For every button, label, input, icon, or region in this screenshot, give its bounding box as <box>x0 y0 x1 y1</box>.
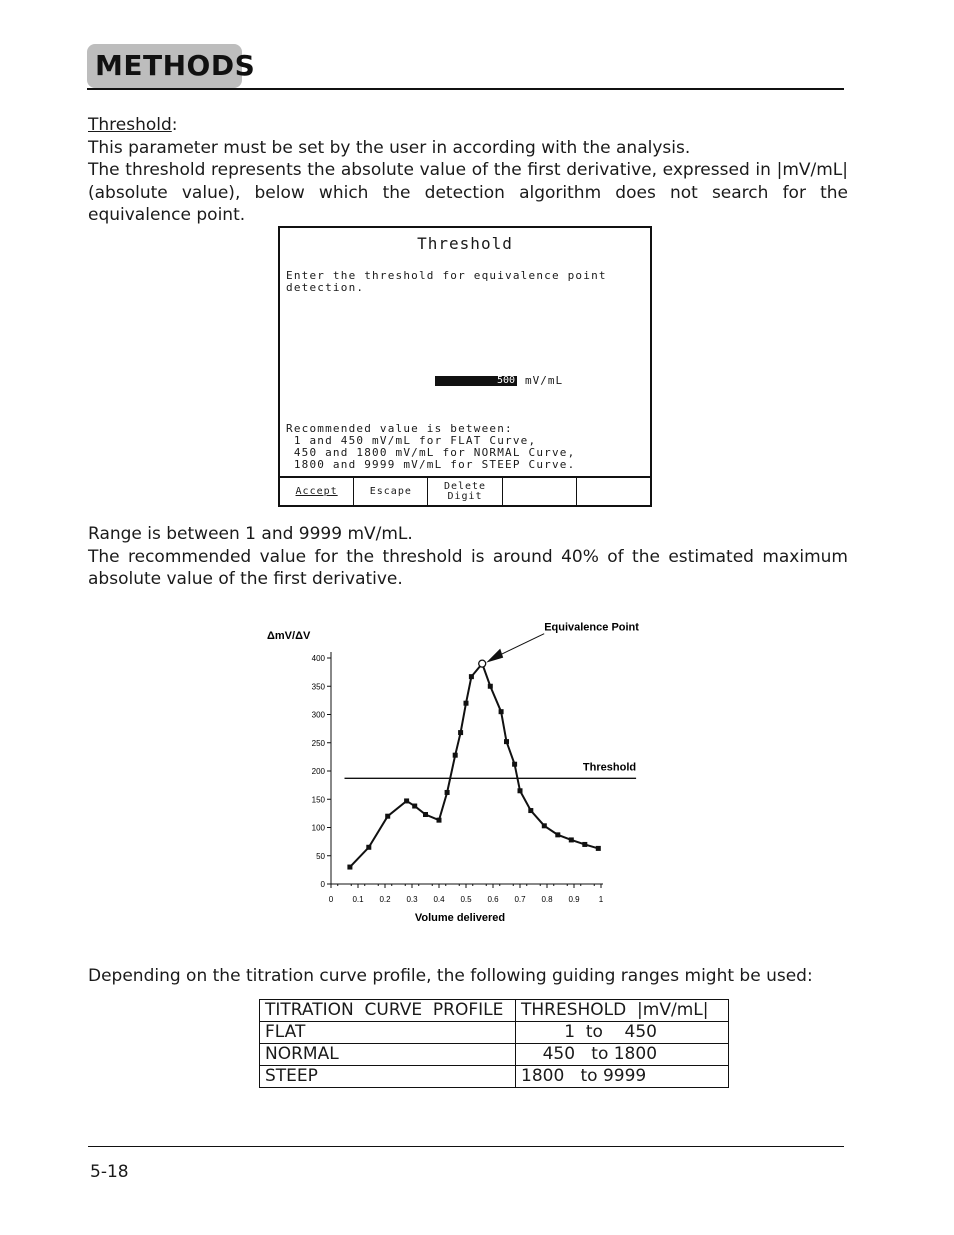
page-number: 5-18 <box>90 1162 129 1182</box>
range-paragraph <box>88 523 848 591</box>
screen-title: Threshold <box>417 234 513 253</box>
y-tick-label: 150 <box>311 795 325 805</box>
data-point <box>504 739 509 744</box>
table-cell: 1 to 450 <box>516 1022 729 1044</box>
y-tick-label: 400 <box>311 654 325 663</box>
intro-line-1: This parameter must be set by the user in according with the analysis. <box>88 137 691 158</box>
data-point <box>385 814 390 819</box>
data-point <box>366 845 371 850</box>
section-badge <box>87 44 256 88</box>
y-tick-label: 200 <box>311 767 325 776</box>
header-rule <box>87 88 844 90</box>
guiding-ranges-table <box>259 999 729 1088</box>
intro-paragraph: Threshold: This parameter must be set by the user in according with the analysis. The threshold represents the absolute value of the first derivative, expressed in |mV/mL| (absolute value), below which the detection algorithm does not search for the equivalence point. <box>88 115 848 225</box>
softkey-bar <box>280 476 650 505</box>
x-tick-label: 0.2 <box>379 895 391 904</box>
equivalence-point-label: Equivalence Point <box>544 621 639 634</box>
x-tick-label: 0.4 <box>433 895 445 904</box>
data-point <box>499 709 504 714</box>
equivalence-point-marker <box>479 660 486 667</box>
data-point <box>512 762 517 767</box>
data-point <box>469 674 474 679</box>
guidance-text: Depending on the titration curve profile, the following guiding ranges might be used: <box>88 966 813 986</box>
range-line-1: Range is between 1 and 9999 mV/mL. <box>88 524 413 544</box>
y-tick-label: 50 <box>316 851 325 861</box>
data-point <box>347 865 352 870</box>
x-tick-label: 1 <box>598 895 604 904</box>
data-point <box>464 701 469 706</box>
equivalence-arrowhead <box>486 649 503 663</box>
section-title: METHODS <box>95 49 256 82</box>
threshold-value-field[interactable]: 500 <box>435 376 517 386</box>
data-point <box>518 788 523 793</box>
data-point <box>404 798 409 803</box>
x-tick-label: 0.6 <box>487 895 499 904</box>
data-point <box>542 823 547 828</box>
x-tick-label: 0.8 <box>541 895 553 904</box>
table-header-row <box>260 1000 729 1022</box>
data-point <box>528 808 533 813</box>
data-point <box>596 846 601 851</box>
y-tick-label: 300 <box>311 710 325 720</box>
table-cell: STEEP <box>260 1066 516 1088</box>
threshold-label: Threshold <box>582 761 637 774</box>
column-header: THRESHOLD |mV/mL| <box>516 1000 729 1022</box>
data-point <box>445 790 450 795</box>
x-tick-label: 0.5 <box>460 895 472 904</box>
series-line <box>350 664 598 867</box>
value-unit: mV/mL <box>525 374 564 387</box>
instrument-screen <box>278 226 652 507</box>
x-tick-label: 0.7 <box>514 895 526 904</box>
x-tick-label: 0.9 <box>568 895 580 904</box>
x-tick-label: 0 <box>328 895 334 904</box>
threshold-heading: Threshold <box>88 115 172 135</box>
screen-recommended: Recommended value is between: 1 and 450 mV/mL for FLAT Curve, 450 and 1800 mV/mL for NORMAL Curve, 1800 and 9999 mV/mL for STEEP Curve. <box>286 422 576 471</box>
table-cell: 450 to 1800 <box>516 1044 729 1066</box>
y-tick-label: 0 <box>320 880 325 889</box>
y-tick-label: 250 <box>311 738 325 748</box>
y-tick-label: 350 <box>311 682 325 692</box>
data-point <box>488 684 493 689</box>
footer-rule <box>88 1146 844 1147</box>
x-axis-label: Volume delivered <box>414 912 506 924</box>
table-row <box>260 1066 729 1088</box>
data-point <box>412 804 417 809</box>
derivative-chart <box>255 610 675 930</box>
x-tick-label: 0.1 <box>352 895 364 904</box>
intro-line-2: The threshold represents the absolute value of the first derivative, expressed in |mV/mL| (absolute value), below which the detection algorithm does not search for the equivalence point. <box>88 160 848 225</box>
data-point <box>437 818 442 823</box>
table-cell: 1800 to 9999 <box>516 1066 729 1088</box>
softkey-4[interactable] <box>503 478 577 505</box>
x-tick-label: 0.3 <box>406 895 418 904</box>
y-tick-label: 100 <box>311 823 325 833</box>
data-point <box>569 837 574 842</box>
accept-softkey[interactable]: Accept <box>280 478 354 505</box>
softkey-5[interactable] <box>577 478 650 505</box>
table-row <box>260 1022 729 1044</box>
table-row <box>260 1044 729 1066</box>
table-cell: NORMAL <box>260 1044 516 1066</box>
data-point <box>458 730 463 735</box>
data-point <box>453 753 458 758</box>
y-axis-label: ΔmV/ΔV <box>267 630 311 642</box>
escape-softkey[interactable]: Escape <box>354 478 428 505</box>
data-point <box>423 812 428 817</box>
screen-prompt: Enter the threshold for equivalence point detection. <box>286 269 607 294</box>
data-point <box>555 832 560 837</box>
delete-digit-softkey[interactable]: Delete Digit <box>428 478 502 505</box>
column-header: TITRATION CURVE PROFILE <box>260 1000 516 1022</box>
data-point <box>582 842 587 847</box>
range-line-2: The recommended value for the threshold is around 40% of the estimated maximum absolute value of the first derivative. <box>88 546 848 589</box>
table-cell: FLAT <box>260 1022 516 1044</box>
